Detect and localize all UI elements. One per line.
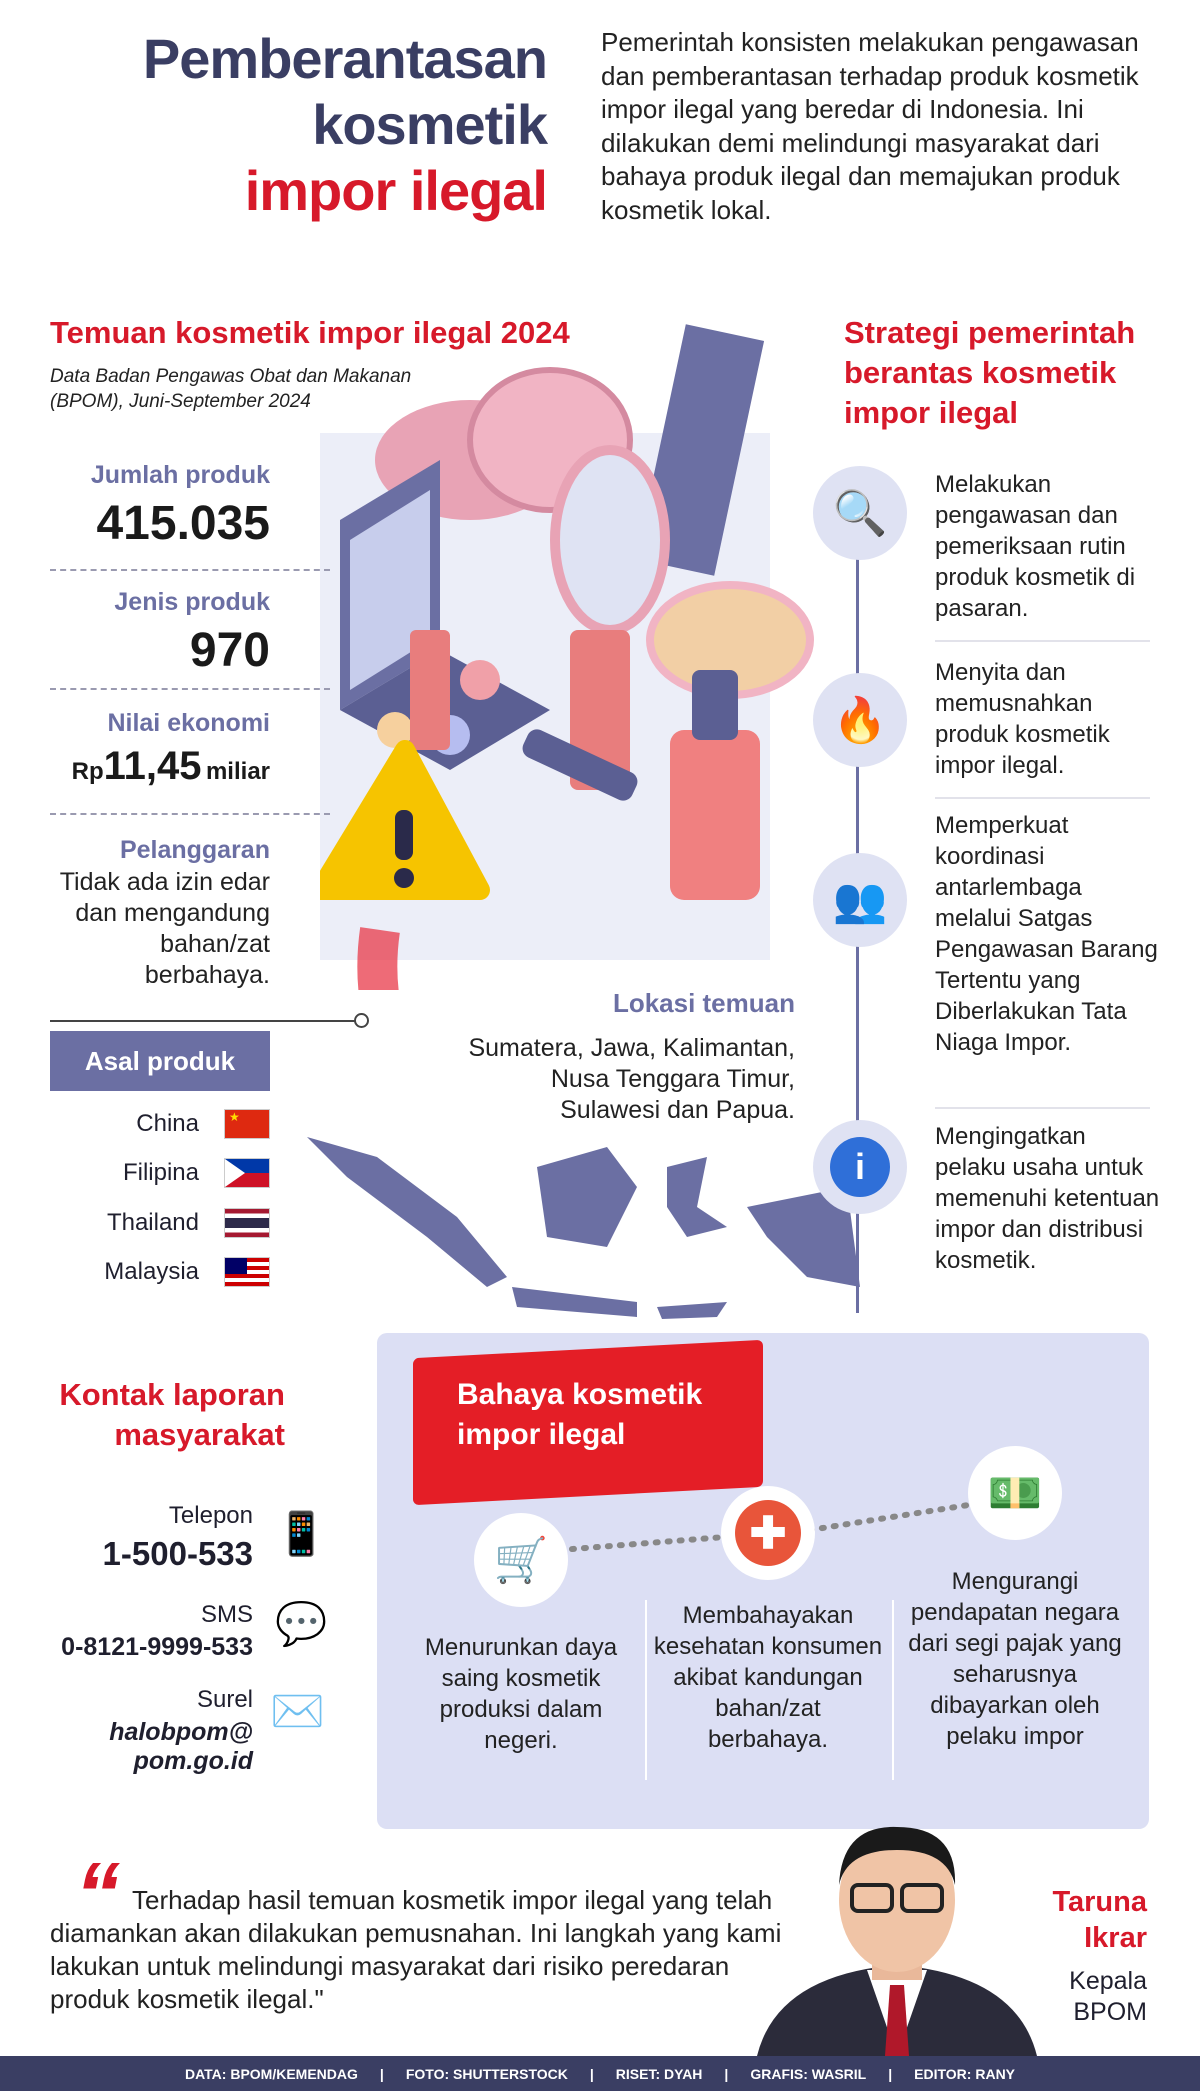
- source-line: Data Badan Pengawas Obat dan Makanan: [50, 366, 412, 387]
- title-line: Pemberantasan: [142, 27, 547, 90]
- strategy-item: Mengingatkan pelaku usaha untuk memenuhi ketentuan impor dan distribusi kosmetik.: [935, 1123, 1160, 1274]
- jumlah-value: 415.035: [96, 497, 270, 550]
- jenis-label: Jenis produk: [114, 588, 270, 616]
- quote-mark-icon: “: [75, 1845, 120, 1945]
- person-portrait: [747, 1805, 1047, 2056]
- credit: RISET: DYAH: [615, 2065, 703, 2082]
- speaker-name: [1052, 1884, 1147, 1956]
- divider: [935, 640, 1150, 642]
- divider: [935, 797, 1150, 799]
- danger-heading: [457, 1375, 702, 1455]
- title-line: impor ilegal: [244, 159, 547, 222]
- asal-produk-label: Asal produk: [50, 1031, 270, 1091]
- country-thailand: Thailand: [106, 1209, 199, 1236]
- divider: [50, 813, 330, 815]
- credit: GRAFIS: WASRIL: [750, 2065, 867, 2082]
- connector-dot: [354, 1013, 369, 1028]
- credit: FOTO: SHUTTERSTOCK: [405, 2065, 568, 2082]
- divider: [892, 1600, 894, 1780]
- team-icon: 👥: [813, 853, 907, 947]
- danger-item: Membahayakan kesehatan konsumen akibat kandungan bahan/zat berbahaya.: [653, 1602, 883, 1753]
- jenis-value: 970: [189, 624, 270, 677]
- pelanggaran-label: Pelanggaran: [119, 836, 270, 864]
- separator: |: [724, 2065, 729, 2082]
- medical-cross-icon: ✚: [721, 1486, 815, 1580]
- findings-source: [50, 364, 411, 414]
- strategy-item: Melakukan pengawasan dan pemeriksaan rutin produk kosmetik di pasaran.: [935, 471, 1136, 622]
- strategy-heading: Strategi pemerintah berantas kosmetik impor ilegal: [844, 315, 1136, 430]
- thailand-flag-icon: [224, 1208, 270, 1238]
- divider: [935, 1107, 1150, 1109]
- separator: |: [888, 2065, 893, 2082]
- magnifier-icon: 🔍: [813, 466, 907, 560]
- country-malaysia: Malaysia: [104, 1258, 199, 1285]
- source-line: (BPOM), Juni-September 2024: [50, 391, 311, 412]
- lokasi-text: Sumatera, Jawa, Kalimantan, Nusa Tenggara Timur, Sulawesi dan Papua.: [468, 1034, 795, 1124]
- heading-line: masyarakat: [114, 1417, 285, 1452]
- role-line: Kepala: [1069, 1967, 1147, 1995]
- page-title: [143, 26, 547, 224]
- amount: 11,45: [103, 744, 202, 788]
- connector-line: [50, 1020, 360, 1022]
- speaker-role: [1069, 1966, 1147, 2028]
- contact-heading: [59, 1375, 285, 1455]
- fire-icon: 🔥: [813, 673, 907, 767]
- sms-label: SMS: [200, 1601, 253, 1628]
- name-line: Taruna: [1052, 1886, 1147, 1918]
- title-line: kosmetik: [312, 93, 547, 156]
- info-icon: i: [813, 1120, 907, 1214]
- strategy-item: Memperkuat koordinasi antarlembaga melalui Satgas Pengawasan Barang Tertentu yang Diberlakukan Tata Niaga Impor.: [935, 812, 1158, 1056]
- nilai-label: Nilai ekonomi: [107, 709, 270, 737]
- heading-line: Bahaya kosmetik: [457, 1378, 703, 1411]
- phone-number[interactable]: 1-500-533: [102, 1535, 253, 1572]
- money-icon: 💵: [968, 1446, 1062, 1540]
- credit: DATA: BPOM/KEMENDAG: [184, 2065, 358, 2082]
- sms-number[interactable]: 0-8121-9999-533: [61, 1633, 253, 1661]
- divider: [645, 1600, 647, 1780]
- intro-text: Pemerintah konsisten melakukan pengawasan dan pemberantasan terhadap produk kosmetik impor ilegal yang beredar di Indonesia. Ini dilakukan demi melindungi masyarakat dari bahaya produk ilegal dan memajukan produk kosmetik lokal.: [601, 27, 1139, 225]
- divider: [50, 688, 330, 690]
- danger-item: Mengurangi pendapatan negara dari segi pajak yang seharusnya dibayarkan oleh pelaku impor: [908, 1568, 1122, 1750]
- separator: |: [589, 2065, 594, 2082]
- philippines-flag-icon: [224, 1158, 270, 1188]
- envelope-icon: ✉️: [270, 1687, 325, 1736]
- separator: |: [379, 2065, 384, 2082]
- chat-icon: 💬: [275, 1600, 328, 1647]
- shopping-cart-icon: 🛒: [474, 1513, 568, 1607]
- heading-line: Kontak laporan: [59, 1377, 285, 1412]
- unit: miliar: [205, 758, 270, 785]
- role-line: BPOM: [1073, 1998, 1147, 2026]
- divider: [50, 569, 330, 571]
- phone-icon: 📱: [275, 1510, 328, 1557]
- currency: Rp: [71, 758, 104, 785]
- red-arrow: [377, 930, 490, 990]
- phone-label: Telepon: [168, 1502, 253, 1529]
- credit: EDITOR: RANY: [914, 2065, 1016, 2082]
- lokasi-label: Lokasi temuan: [612, 988, 795, 1018]
- heading-line: impor ilegal: [457, 1418, 626, 1451]
- strategy-item: Menyita dan memusnahkan produk kosmetik impor ilegal.: [935, 659, 1110, 779]
- nilai-value: [72, 744, 270, 789]
- quote-text: Terhadap hasil temuan kosmetik impor ilegal yang telah diamankan akan dilakukan pemusnahan. Ini langkah yang kami lakukan untuk melindungi masyarakat dari risiko peredaran produk kosmetik ilegal.": [50, 1885, 782, 2014]
- country-filipina: Filipina: [122, 1159, 199, 1186]
- name-line: Ikrar: [1084, 1922, 1147, 1954]
- danger-item: Menurunkan daya saing kosmetik produksi dalam negeri.: [424, 1634, 618, 1754]
- malaysia-flag-icon: [224, 1257, 270, 1287]
- findings-heading: Temuan kosmetik impor ilegal 2024: [50, 315, 570, 350]
- pelanggaran-text: Tidak ada izin edar dan mengandung bahan/zat berbahaya.: [59, 868, 270, 989]
- footer-credits: [0, 2056, 1200, 2091]
- indonesia-map: [307, 1127, 860, 1333]
- jumlah-label: Jumlah produk: [90, 461, 270, 489]
- email-line: pom.go.id: [133, 1747, 253, 1775]
- country-china: China: [136, 1110, 199, 1137]
- email-line: halobpom@: [109, 1718, 253, 1746]
- email-address[interactable]: [109, 1718, 253, 1776]
- email-label: Surel: [196, 1686, 253, 1713]
- china-flag-icon: ★: [224, 1109, 270, 1139]
